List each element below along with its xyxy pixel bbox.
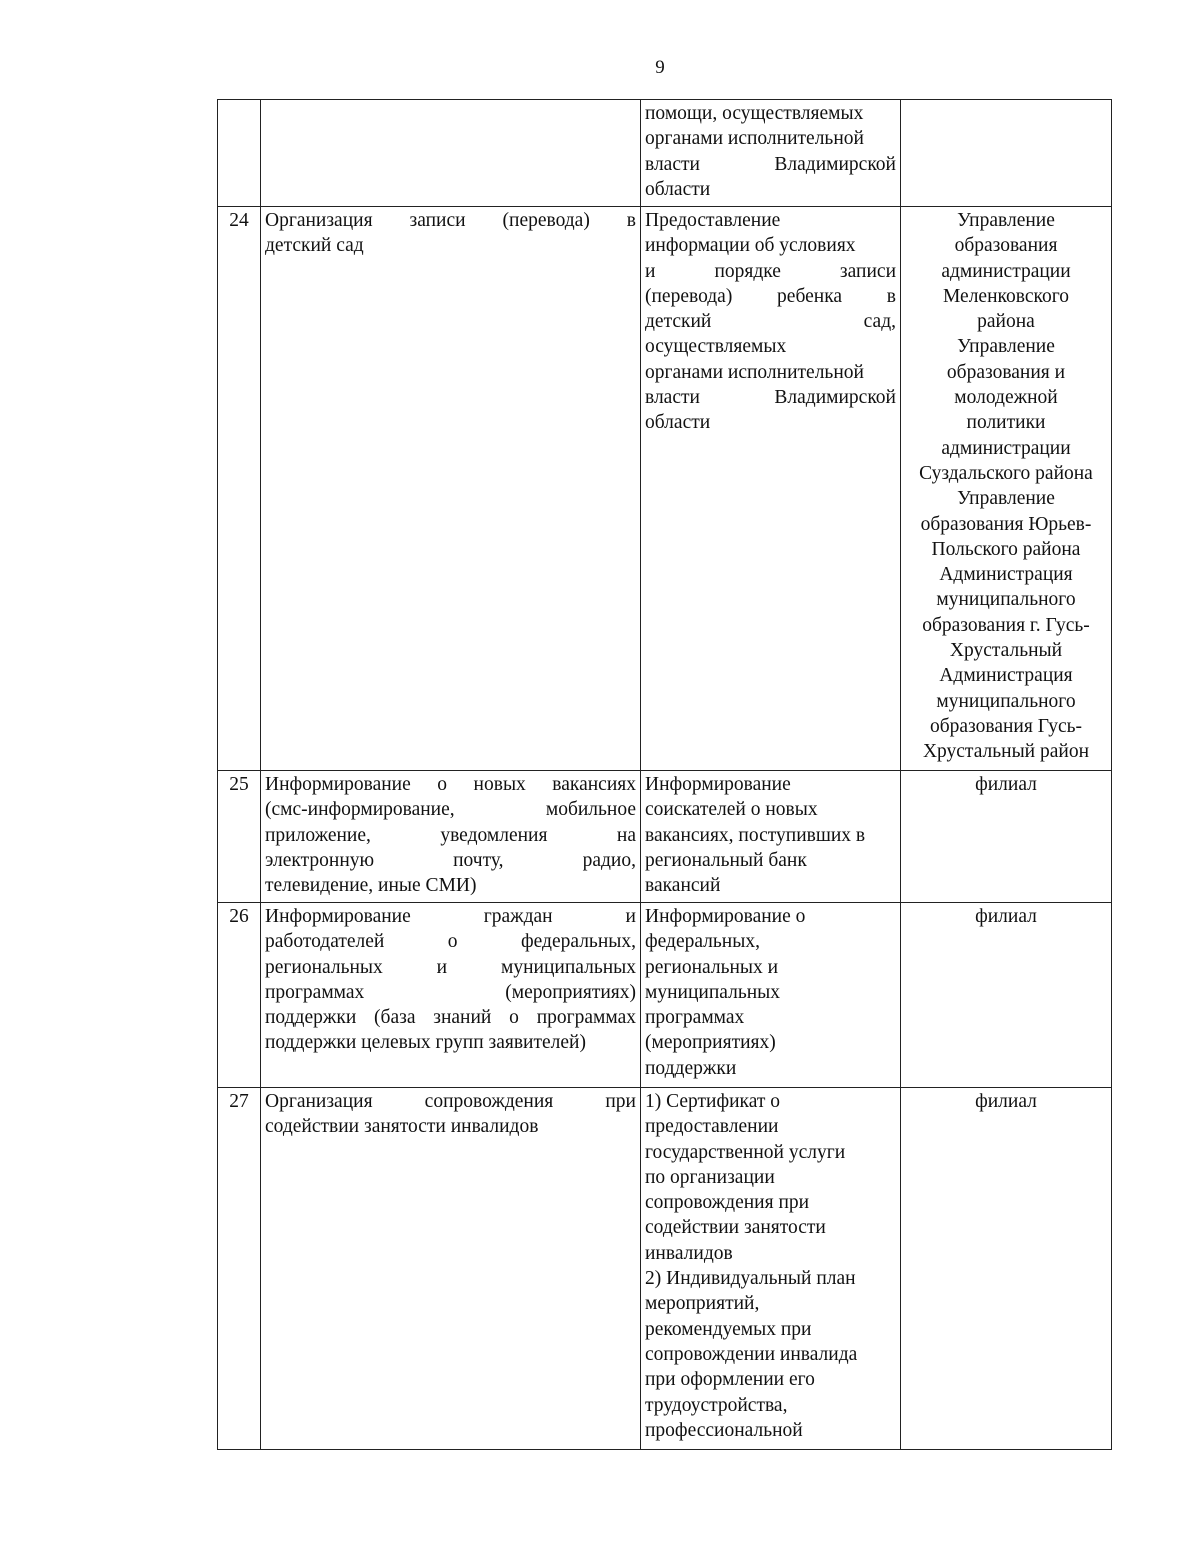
service-result-cell <box>641 207 901 771</box>
org-line: образования <box>954 235 1058 257</box>
table-row-24 <box>218 207 1112 771</box>
result-line: власти Владимирской <box>645 387 896 409</box>
row-number-cell: 24 <box>218 207 261 771</box>
result-line: 2) Индивидуальный план <box>645 1268 856 1290</box>
result-line: Информирование <box>645 774 791 795</box>
org-line: филиал <box>975 906 1037 927</box>
result-line: соискателей о новых <box>645 799 818 821</box>
org-line: образования г. Гусь- <box>922 614 1090 636</box>
service-name-cell <box>261 903 641 1088</box>
result-line: вакансиях, поступивших в <box>645 824 866 846</box>
service-result-cell <box>641 771 901 903</box>
org-line: Хрустальный район <box>922 741 1090 763</box>
result-line: мероприятий, <box>645 1293 760 1315</box>
name-line: поддержки целевых групп заявителей) <box>265 1032 586 1054</box>
result-line: (мероприятиях) <box>645 1032 776 1054</box>
name-line: региональных и муниципальных <box>265 956 636 978</box>
name-line: приложение, уведомления на <box>265 824 636 846</box>
org-line: Управление <box>957 210 1055 231</box>
org-line: администрации <box>941 260 1071 282</box>
result-line: вакансий <box>645 875 721 897</box>
result-line: органами исполнительной <box>645 128 864 150</box>
result-line: органами исполнительной <box>645 361 864 383</box>
service-result-cell <box>641 100 901 207</box>
org-line: муниципального <box>936 690 1076 712</box>
result-line: профессиональной <box>645 1419 803 1441</box>
table-row-continuation <box>218 100 1112 207</box>
name-line: Информирование о новых вакансиях <box>265 774 636 795</box>
result-line: информации об условиях <box>645 235 856 257</box>
result-line: региональных и <box>645 956 779 978</box>
result-line: содействии занятости <box>645 1217 826 1239</box>
responsible-org-cell <box>901 207 1112 771</box>
service-result-cell <box>641 903 901 1088</box>
service-name-cell <box>261 100 641 207</box>
result-line: помощи, осуществляемых <box>645 103 864 124</box>
row-number-cell: 25 <box>218 771 261 903</box>
org-line: Управление <box>957 488 1055 510</box>
org-line: образования и <box>946 361 1066 383</box>
service-name-cell <box>261 1088 641 1450</box>
org-line: образования Гусь- <box>929 715 1083 737</box>
org-line: филиал <box>975 774 1037 795</box>
responsible-org-cell <box>901 1088 1112 1450</box>
name-line: детский сад <box>265 235 364 257</box>
row-number-cell: 27 <box>218 1088 261 1450</box>
result-line: инвалидов <box>645 1242 733 1264</box>
responsible-org-cell <box>901 100 1112 207</box>
result-line: сопровождения при <box>645 1192 810 1214</box>
result-line: Информирование о <box>645 906 806 927</box>
org-line: Администрация <box>939 564 1073 586</box>
org-line: филиал <box>975 1091 1037 1112</box>
result-line: при оформлении его <box>645 1369 815 1391</box>
org-line: политики <box>966 412 1046 434</box>
name-line: поддержки (база знаний о программах <box>265 1007 636 1029</box>
result-line: поддержки <box>645 1057 737 1079</box>
org-line: Польского района <box>931 538 1081 560</box>
result-line: области <box>645 412 711 434</box>
result-line: и порядке записи <box>645 260 896 282</box>
page-number: 9 <box>655 57 665 78</box>
result-line: Предоставление <box>645 210 781 231</box>
org-line: администрации <box>941 437 1071 459</box>
name-line: работодателей о федеральных, <box>265 931 636 953</box>
service-name-cell <box>261 207 641 771</box>
result-line: (перевода) ребенка в <box>645 285 896 307</box>
row-number-cell <box>218 100 261 207</box>
result-line: программах <box>645 1007 745 1029</box>
table-row-26 <box>218 903 1112 1088</box>
services-table <box>217 99 1112 1450</box>
org-line: молодежной <box>954 387 1058 409</box>
result-line: власти Владимирской <box>645 153 896 175</box>
table-row-27 <box>218 1088 1112 1450</box>
org-line: муниципального <box>936 589 1076 611</box>
name-line: Организация записи (перевода) в <box>265 210 636 231</box>
result-line: региональный банк <box>645 849 807 871</box>
result-line: по организации <box>645 1166 775 1188</box>
result-line: 1) Сертификат о <box>645 1091 781 1112</box>
org-line: Управление <box>957 336 1055 358</box>
name-line: (смс-информирование, мобильное <box>265 799 636 821</box>
name-line: телевидение, иные СМИ) <box>265 875 477 897</box>
org-line: Меленковского <box>942 285 1070 307</box>
result-line: осуществляемых <box>645 336 787 358</box>
org-line: Хрустальный <box>949 640 1063 662</box>
row-number-cell: 26 <box>218 903 261 1088</box>
table-row-25 <box>218 771 1112 903</box>
org-line: Администрация <box>939 665 1073 687</box>
service-result-cell <box>641 1088 901 1450</box>
name-line: Информирование граждан и <box>265 906 636 927</box>
result-line: федеральных, <box>645 931 760 953</box>
org-line: образования Юрьев- <box>920 513 1092 535</box>
result-line: области <box>645 178 711 200</box>
result-line: муниципальных <box>645 981 781 1003</box>
result-line: государственной услуги <box>645 1141 846 1163</box>
result-line: рекомендуемых при <box>645 1318 812 1340</box>
name-line: содействии занятости инвалидов <box>265 1116 539 1138</box>
result-line: трудоустройства, <box>645 1394 788 1416</box>
result-line: сопровождении инвалида <box>645 1343 858 1365</box>
name-line: Организация сопровождения при <box>265 1091 636 1112</box>
org-line: района <box>977 311 1035 333</box>
name-line: электронную почту, радио, <box>265 849 636 871</box>
result-line: предоставлении <box>645 1116 779 1138</box>
service-name-cell <box>261 771 641 903</box>
name-line: программах (мероприятиях) <box>265 981 636 1003</box>
org-line: Суздальского района <box>919 462 1093 484</box>
responsible-org-cell <box>901 903 1112 1088</box>
responsible-org-cell <box>901 771 1112 903</box>
result-line: детский сад, <box>645 311 896 333</box>
